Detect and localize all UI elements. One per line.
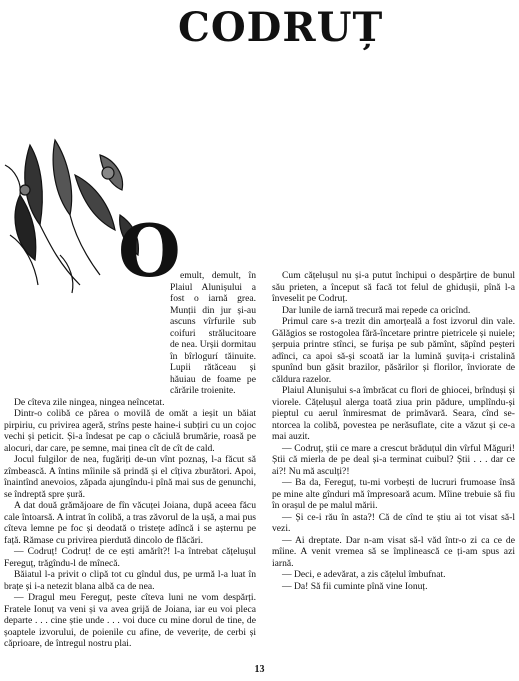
- paragraph: — Codruț, știi ce mare a crescut brăduțul din vîrful Măguri! Știi că mierla de pe deal și-a terminat cuibul? Știi . . . dar ce ai?! Nu mă asculți?!: [272, 442, 515, 477]
- paragraph: — Deci, e adevărat, a zis cățelul îmbufnat.: [282, 569, 446, 580]
- drop-cap: O: [118, 208, 181, 293]
- paragraph: Cum cățelușul nu și-a putut închipui o despărțire de bunul său prieten, a început să facă tot felul de ghidușii, pînă l-a înveselit pe Codruț.: [272, 270, 515, 304]
- paragraph: Dar lunile de iarnă trecură mai repede ca oricînd.: [282, 304, 471, 316]
- paragraph: — Și ce-i rău în asta?! Că de cînd te știu ai tot visat să-l vezi.: [272, 511, 515, 534]
- paragraph: — Codruț! Codruț! de ce ești amărît?! l-a întrebat cățelușul Fereguț, trăgîndu-l de mînecă.: [4, 546, 256, 569]
- paragraph: Dintr-o colibă ce părea o movilă de omăt a ieșit un băiat pirpiriu, cu privirea ageră, strîns peste haine-i subțiri cu un cojoc vechi și peticit. Și-a îndesat pe cap o căciulă brumărie, roasă pe alocuri, dar care, pe semne, mai ținea cît de cît de cald.: [4, 408, 256, 454]
- column-left: [4, 270, 256, 650]
- page-number: 13: [254, 664, 265, 675]
- paragraph: emult, demult, în Plaiul Alunișului a fost o iarnă grea. Munții din jur și-au ascuns vîrfurile sub coifuri strălucitoare de nea. Urșii dormitau în bîrlogurí tăinuite. Lupii rătăceau și hăuiau de foame pe cărările troienite.: [170, 270, 256, 396]
- story-title: CODRUȚ: [178, 4, 384, 51]
- paragraph: A dat două grămăjoare de fîn văcuței Joiana, după aceea făcu cale întoarsă. A intrat în colibă, a tras zăvorul de la ușă, a mai pus cîteva lemne pe foc și deodată o tristețe adîncă i se așternu pe față. Rămase cu privirea pierdută dincolo de flăcări.: [4, 500, 256, 546]
- column-right: [272, 270, 515, 592]
- paragraph: Băiatul l-a privit o clipă tot cu gîndul dus, pe urmă l-a luat în brațe și i-a netezit blana albă ca de nea.: [4, 569, 256, 592]
- paragraph: Primul care s-a trezit din amorțeală a fost izvorul din vale. Gălăgios se rostogolea fără-încetare printre pietricele și nuiele; șerpuia printre stînci, se furișa pe sub pămînt, săpînd peșteri adînci, ca apoi să-și scoată iar la lumină șuvița-i cristalină spunînd bun găsit brazilor, păsărilor și florilor, înviorate de căldura razelor.: [272, 316, 515, 385]
- paragraph: Plaiul Alunișului s-a îmbrăcat cu flori de ghiocei, brînduși și viorele. Cățelușul alerga toată ziua prin pădure, umplîndu-și pieptul cu aerul înmiresmat de primăvară. Seara, cînd se-ntorcea la colibă, povestea pe nerăsuflate, cite a văzut și ce-a mai auzit.: [272, 385, 515, 442]
- paragraph: — Da! Să fii cuminte pînă vine Ionuț.: [282, 580, 428, 592]
- paragraph: — Ai dreptate. Dar n-am visat să-l văd într-o zi ca ce de mîine. A venit vremea să se împlinească ce ți-am spus azi iarnă.: [272, 534, 515, 569]
- paragraph: Jocul fulgilor de nea, fugăriți de-un vînt poznaș, l-a făcut să zîmbească. A întins mîinile să prindă și el cîțiva zburători. Apoi, înaintînd anevoios, zăpada ajungîndu-i pînă mai sus de genunchi, se îndreptă spre șură.: [4, 454, 256, 500]
- paragraph: — Ba da, Fereguț, tu-mi vorbești de lucruri frumoase însă pe mine alte gînduri mă împresoară acum. Mîine trebuie să fiu în orașul de pe malul mării.: [272, 477, 515, 511]
- paragraph: De cîteva zile ningea, ningea neîncetat.: [14, 396, 165, 408]
- paragraph: — Dragul meu Fereguț, peste cîteva luni ne vom despărți. Fratele Ionuț va veni și va avea grijă de Joiana, iar eu voi pleca departe . . . cine știe unde . . . voi duce cu mine dorul de tine, de șoaptele izvorului, de poienile cu afine, de veverițe, de cerbi și căprioare, de întregul nostru plai.: [4, 592, 256, 649]
